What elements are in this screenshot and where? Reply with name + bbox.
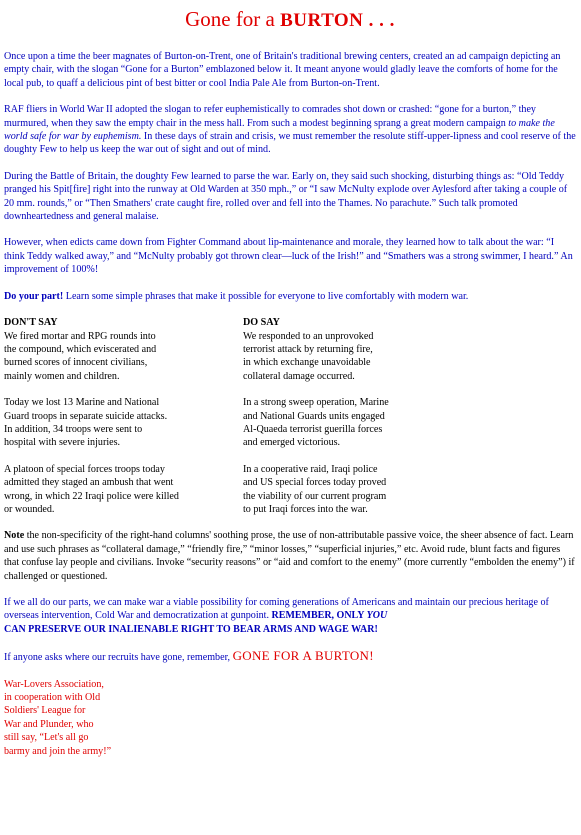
signature-block: War-Lovers Association, in cooperation with Old Soldiers' League for War and Plunder, who still say, “Let's all go barmy and join the army!” [4,678,112,757]
closing-text: If we all do our parts, we can make war a viable possibility for coming generations of Americans and maintain our precious heritage of overseas intervention, Cold War and democratization at gunpoint. [4,597,549,622]
dont-say-cell: Today we lost 13 Marine and National Guard troops in separate suicide attacks. In addition, 34 troops were sent to hospital with severe injuries. [4,397,168,449]
intro-paragraph: Once upon a time the beer magnates of Burton-on-Trent, one of Britain's traditional brewing centers, created an ad campaign depicting an empty chair, with the slogan “Gone for a Burton” emblazoned below it. It meant anyone would gladly leave the comforts of home for the local pub, to quaff a delicious pint of best bitter or cool India Pale Ale from Burton-on-Trent. [4,51,561,89]
raf-text-start: RAF fliers in World War II adopted the slogan to refer euphemistically to comrades shot down or crashed: “gone for a burton,” they murmured, when they saw the empty chair in the mess hall. From such a modest beginning sprang a great modern campaign [4,104,536,129]
do-say-cell: In a strong sweep operation, Marine and National Guards units engaged Al-Quaeda terrorist guerilla forces and emerged victorious. [243,397,389,449]
dont-say-heading: DON'T SAY [4,317,58,329]
title-part-1: Gone for a [185,7,281,31]
raf-emphasis: to make the world safe for war by euphemism. [4,117,555,143]
you-text: YOU [366,610,388,622]
battle-paragraph: During the Battle of Britain, the doughty Few learned to parse the war. Early on, they said such shocking, disturbing things as: “Old Teddy pranged his Spit[fire] right into the runway at Old Warden at 350 mph.,” or “I saw McNulty explode over Aylesford after taking a couple of 20 mm. rounds,” or “Then Smathers' crate caught fire, rolled over and fell into the Thames. No parachute.” Such talk promoted downheartedness and general malaise. [4,170,568,223]
phrase-table [4,316,576,516]
remember-text: REMEMBER, ONLY [271,610,367,622]
table-row [4,396,576,450]
table-row [4,463,576,517]
caps-line: CAN PRESERVE OUR INALIENABLE RIGHT TO BEAR ARMS AND WAGE WAR! [4,623,378,635]
edicts-paragraph: However, when edicts came down from Fighter Command about lip-maintenance and morale, they learned how to talk about the war: “I think Teddy walked away,” and “McNulty probably got thrown clear—luck of the Irish!” and “Smathers was a strong swimmer, I heard.” An improvement of 100%! [4,237,573,276]
document-page [4,6,576,758]
dont-say-cell: A platoon of special forces troops today admitted they staged an ambush that went wrong, in which 22 Iraqi police were killed or wounded. [4,463,179,515]
final-text: If anyone asks where our recruits have gone, remember, [4,652,233,664]
raf-paragraph [4,103,576,157]
table-row [4,330,576,384]
title-part-2: BURTON . . . [280,10,395,31]
do-your-part-text: Learn some simple phrases that make it possible for everyone to live comfortably with modern war. [63,290,469,302]
note-lead: Note [4,530,25,542]
page-title [4,6,576,34]
gone-for-a-burton-slogan: GONE FOR A BURTON! [232,648,374,664]
do-say-heading: DO SAY [243,317,280,329]
do-say-cell: We responded to an unprovoked terrorist attack by returning fire, in which exchange unavoidable collateral damage occurred. [243,330,374,382]
closing-paragraph [4,596,576,636]
do-your-part-lead: Do your part! [4,290,64,302]
note-paragraph [4,529,576,583]
dont-say-cell: We fired mortar and RPG rounds into the compound, which eviscerated and burned scores of innocent civilians, mainly women and children. [4,330,157,382]
phrase-table-header [4,316,576,329]
note-text: the non-specificity of the right-hand columns' soothing prose, the use of non-attributable passive voice, the sheer absence of fact. Learn and use such phrases as “collateral damage,” “friendly fire,” “minor losses,” “superficial injuries,” etc. Avoid rude, blunt facts and figures that confuse lay people and civilians. Invoke “security reasons” or “aid and comfort to the enemy” (more currently “embolden the enemy”) if challenged or questioned. [4,530,575,582]
final-paragraph [4,649,576,664]
do-your-part-paragraph [4,290,576,303]
do-say-cell: In a cooperative raid, Iraqi police and US special forces today proved the viability of our current program to put Iraqi forces into the war. [243,463,387,515]
raf-text-end: In these days of strain and crisis, we must remember the resolute stiff-upper-lipness and cool reserve of the doughty Few to help us keep the war out of sight and out of mind. [4,131,576,156]
